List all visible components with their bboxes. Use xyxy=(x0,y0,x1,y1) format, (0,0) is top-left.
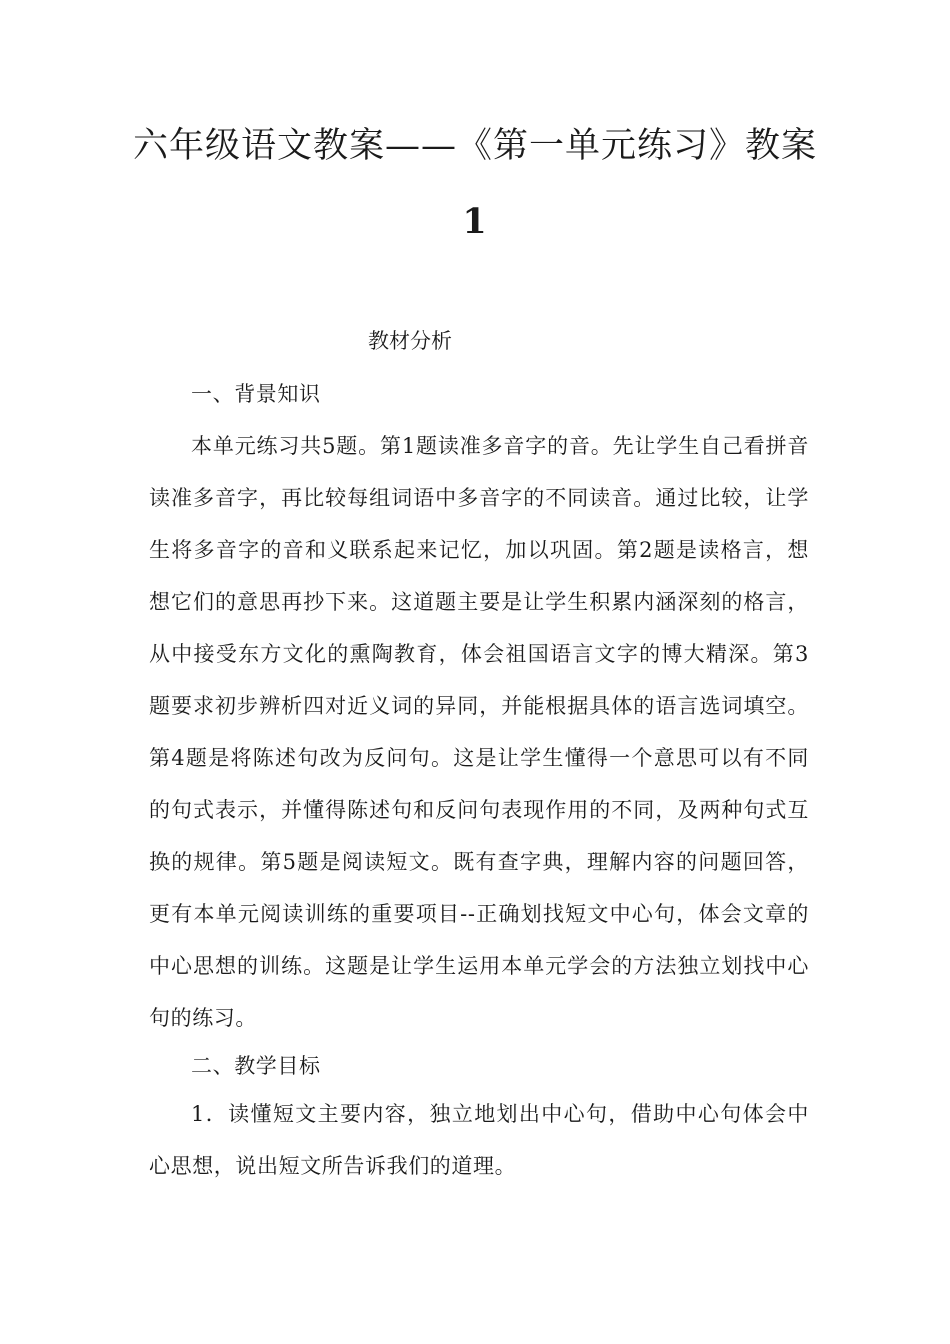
section-heading: 教材分析 xyxy=(368,329,452,353)
paragraph-background: 本单元练习共5题。第1题读准多音字的音。先让学生自己看拼音读准多音字，再比较每组词语中多音字的不同读音。通过比较，让学生将多音字的音和义联系起来记忆，加以巩固。第2题是读格言，想想它们的意思再抄下来。这道题主要是让学生积累内涵深刻的格言，从中接受东方文化的熏陶教育，体会祖国语言文字的博大精深。第3题要求初步辨析四对近义词的异同，并能根据具体的语言选词填空。第4题是将陈述句改为反问句。这是让学生懂得一个意思可以有不同的句式表示，并懂得陈述句和反问句表现作用的不同，及两种句式互换的规律。第5题是阅读短文。既有查字典，理解内容的问题回答，更有本单元阅读训练的重要项目--正确划找短文中心句，体会文章的中心思想的训练。这题是让学生运用本单元学会的方法独立划找中心句的练习。 xyxy=(149,434,809,1030)
subheading-goals: 二、教学目标 xyxy=(191,1054,321,1078)
document-title: 六年级语文教案——《第一单元练习》教案 xyxy=(132,126,817,166)
subheading-background: 一、背景知识 xyxy=(191,382,321,406)
document-title-number: 1 xyxy=(462,201,488,242)
paragraph-goal-1: 1．读懂短文主要内容，独立地划出中心句，借助中心句体会中心思想，说出短文所告诉我们的道理。 xyxy=(149,1102,809,1178)
